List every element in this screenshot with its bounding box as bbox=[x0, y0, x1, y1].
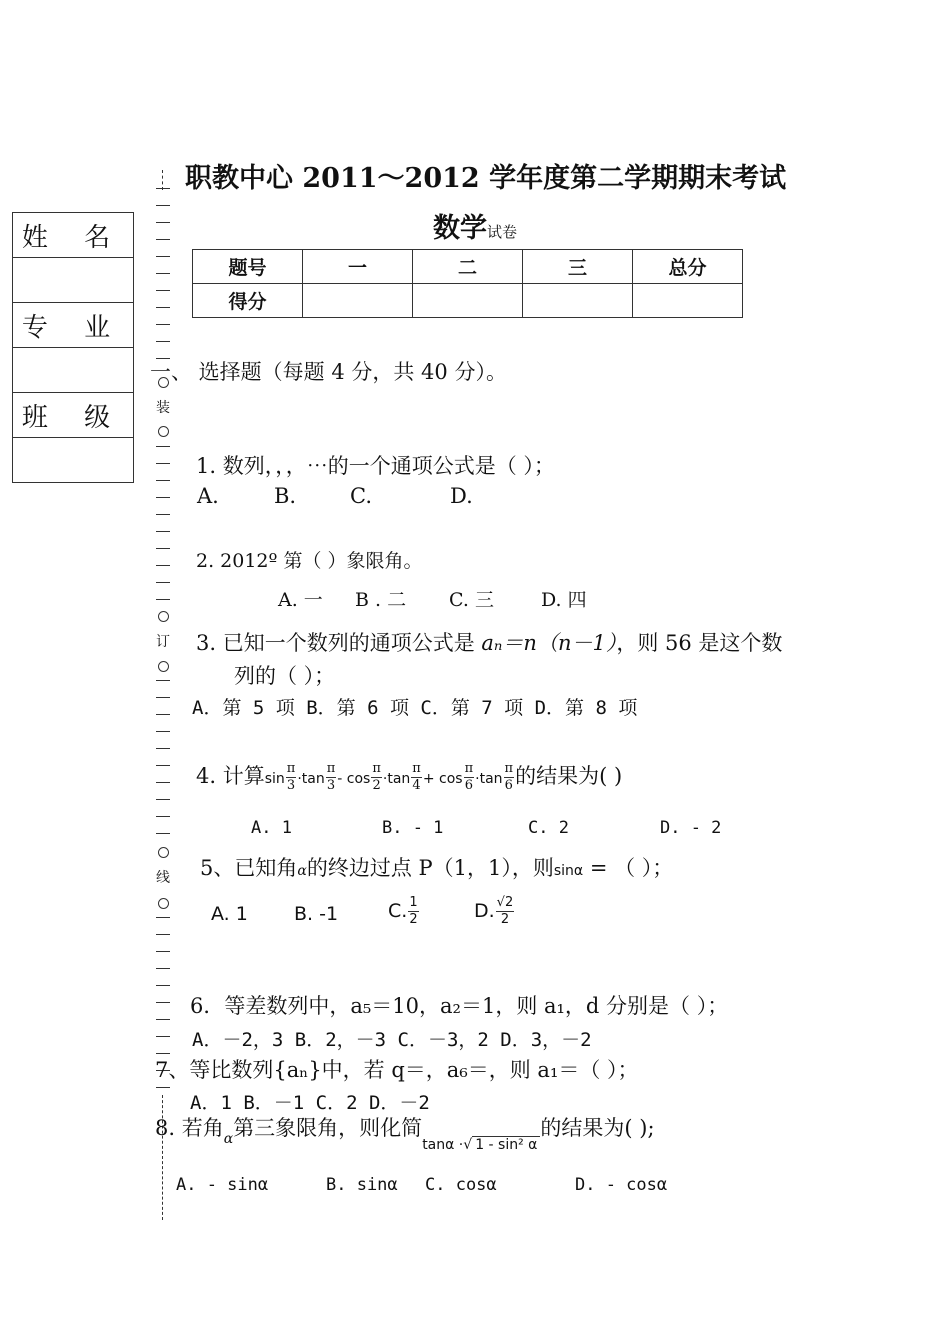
q1-option-a[interactable]: A. bbox=[197, 484, 219, 508]
score-row-label: 得分 bbox=[193, 284, 303, 318]
score-header-cell: 总分 bbox=[633, 250, 743, 284]
binding-dash-top bbox=[162, 170, 163, 190]
q8-radicand: 1 - sin² α bbox=[472, 1136, 540, 1153]
major-label: 专 业 bbox=[13, 303, 134, 348]
score-table-header-row bbox=[193, 250, 743, 284]
q5-middle: 的终边过点 P（1，1），则 bbox=[306, 856, 554, 880]
q5-option-d[interactable] bbox=[474, 895, 515, 928]
q8-option-a[interactable]: A. - sinα bbox=[176, 1175, 269, 1195]
q8-option-d[interactable]: D. - cosα bbox=[575, 1175, 668, 1195]
q4-frac-pi-4: $\frac{\pi}{4}$ bbox=[412, 761, 421, 793]
q8-suffix: 的结果为( ); bbox=[540, 1116, 655, 1140]
binding-char-xian: 线 bbox=[156, 870, 170, 886]
class-label: 班 级 bbox=[13, 393, 134, 438]
score-cell-1[interactable] bbox=[303, 284, 413, 318]
q7-options[interactable]: A．1 B．－1 C．2 D．－2 bbox=[190, 1092, 430, 1114]
score-header-cell: 一 bbox=[303, 250, 413, 284]
q4-frac-pi-6b: $\frac{\pi}{6}$ bbox=[504, 761, 514, 793]
q4-option-d[interactable]: D. - 2 bbox=[660, 818, 722, 838]
name-field[interactable] bbox=[13, 258, 134, 303]
q5-option-c-label: C. bbox=[388, 900, 408, 922]
student-info-table bbox=[12, 212, 134, 483]
q4-option-c[interactable]: C. 2 bbox=[528, 818, 569, 838]
name-label: 姓 名 bbox=[13, 213, 134, 258]
score-cell-3[interactable] bbox=[523, 284, 633, 318]
q1-option-b[interactable]: B. bbox=[274, 484, 297, 508]
binding-char-ding: 订 bbox=[156, 634, 170, 650]
q4-frac-pi-3: $\frac{\pi}{3}$ bbox=[286, 761, 296, 793]
score-header-cell: 二 bbox=[413, 250, 523, 284]
q5-option-b[interactable]: B. -1 bbox=[294, 903, 339, 925]
q1-option-d[interactable]: D. bbox=[450, 484, 473, 508]
q2-option-a[interactable]: A. 一 bbox=[278, 589, 323, 611]
q4-frac-pi-6: $\frac{\pi}{6}$ bbox=[464, 761, 474, 793]
q5-sin-expr: sinα bbox=[553, 863, 584, 879]
score-table-score-row bbox=[193, 284, 743, 318]
score-header-cell: 三 bbox=[523, 250, 633, 284]
q2-stem: 2. 2012º 第（ ）象限角。 bbox=[196, 550, 423, 572]
score-table bbox=[192, 249, 743, 318]
q5-option-c-frac: $\frac{1}{2}$ bbox=[409, 895, 418, 927]
q4-option-a[interactable]: A. 1 bbox=[251, 818, 292, 838]
q1-stem: 1. 数列，，，⋯的一个通项公式是（ ）； bbox=[196, 454, 555, 478]
binding-char-zhuang: 装 bbox=[156, 400, 170, 416]
exam-title: 职教中心 2011～2012 学年度第二学期期末考试 bbox=[185, 163, 787, 194]
q8-option-c[interactable]: C. cosα bbox=[425, 1175, 497, 1195]
major-field[interactable] bbox=[13, 348, 134, 393]
sqrt-icon: √ bbox=[463, 1137, 473, 1153]
q2-option-d[interactable]: D. 四 bbox=[541, 589, 587, 611]
q6-stem: 6．等差数列中，a₅＝10，a₂＝1，则 a₁，d 分别是（ ）； bbox=[190, 994, 729, 1018]
q5-option-c[interactable] bbox=[388, 895, 420, 928]
q3-stem-line2: 列的（ ）； bbox=[234, 664, 336, 688]
score-cell-2[interactable] bbox=[413, 284, 523, 318]
q8-stem bbox=[155, 1112, 655, 1153]
q5-option-d-label: D. bbox=[474, 900, 495, 922]
subject-suffix: 试卷 bbox=[487, 223, 518, 241]
class-field[interactable] bbox=[13, 438, 134, 483]
q2-option-c[interactable]: C. 三 bbox=[449, 589, 494, 611]
q4-option-b[interactable]: B. - 1 bbox=[382, 818, 444, 838]
q5-suffix: = （ ）； bbox=[583, 856, 674, 880]
q8-option-b[interactable]: B. sinα bbox=[326, 1175, 398, 1195]
score-cell-total[interactable] bbox=[633, 284, 743, 318]
q4-fn-sin: sin bbox=[264, 771, 285, 787]
q4-fn-tan: ·tan bbox=[297, 771, 325, 787]
q4-fn-tan3: ·tan bbox=[475, 771, 503, 787]
q3-stem-suffix: ，则 56 是这个数 bbox=[616, 631, 783, 655]
q5-option-d-frac: $\frac{√2}{2}$ bbox=[496, 895, 514, 927]
q4-frac-pi-2: $\frac{\pi}{2}$ bbox=[372, 761, 381, 793]
exam-subject bbox=[433, 206, 517, 245]
q8-alpha: α bbox=[223, 1131, 234, 1147]
q7-stem: 7、等比数列{aₙ}中，若 q＝，a₆＝，则 a₁＝（ ）； bbox=[155, 1058, 639, 1082]
q5-prefix: 5、已知角 bbox=[200, 856, 298, 880]
section-heading: 一、 选择题（每题 4 分，共 40 分）。 bbox=[150, 360, 507, 384]
q8-expression: tanα ·√ 1 - sin² α bbox=[422, 1136, 540, 1153]
q5-alpha: α bbox=[297, 863, 307, 879]
q6-options[interactable]: A．－2，3 B．2，－3 C．－3，2 D．3，－2 bbox=[192, 1029, 592, 1051]
q8-middle: 第三象限角，则化简 bbox=[233, 1116, 423, 1140]
q3-formula: aₙ＝n（n－1） bbox=[481, 631, 617, 655]
q4-prefix: 4. 计算 bbox=[196, 764, 265, 788]
q3-options[interactable]: A．第 5 项 B．第 6 项 C．第 7 项 D．第 8 项 bbox=[192, 697, 638, 719]
q3-stem-prefix: 3. 已知一个数列的通项公式是 bbox=[196, 631, 482, 655]
q4-stem bbox=[196, 760, 622, 794]
q5-stem bbox=[200, 852, 673, 882]
q5-option-a[interactable]: A. 1 bbox=[211, 903, 248, 925]
q1-option-c[interactable]: C. bbox=[350, 484, 372, 508]
score-header-cell: 题号 bbox=[193, 250, 303, 284]
subject-name: 数学 bbox=[433, 213, 487, 244]
q3-stem bbox=[196, 627, 782, 657]
q8-prefix: 8. 若角 bbox=[155, 1116, 224, 1140]
q4-fn-plus-cos: + cos bbox=[422, 771, 463, 787]
q4-fn-tan2: ·tan bbox=[382, 771, 411, 787]
q4-fn-minus-cos: - cos bbox=[337, 771, 371, 787]
q2-option-b[interactable]: B . 二 bbox=[355, 589, 407, 611]
q4-frac-pi-3b: $\frac{\pi}{3}$ bbox=[326, 761, 336, 793]
q4-suffix: 的结果为( ) bbox=[515, 764, 623, 788]
